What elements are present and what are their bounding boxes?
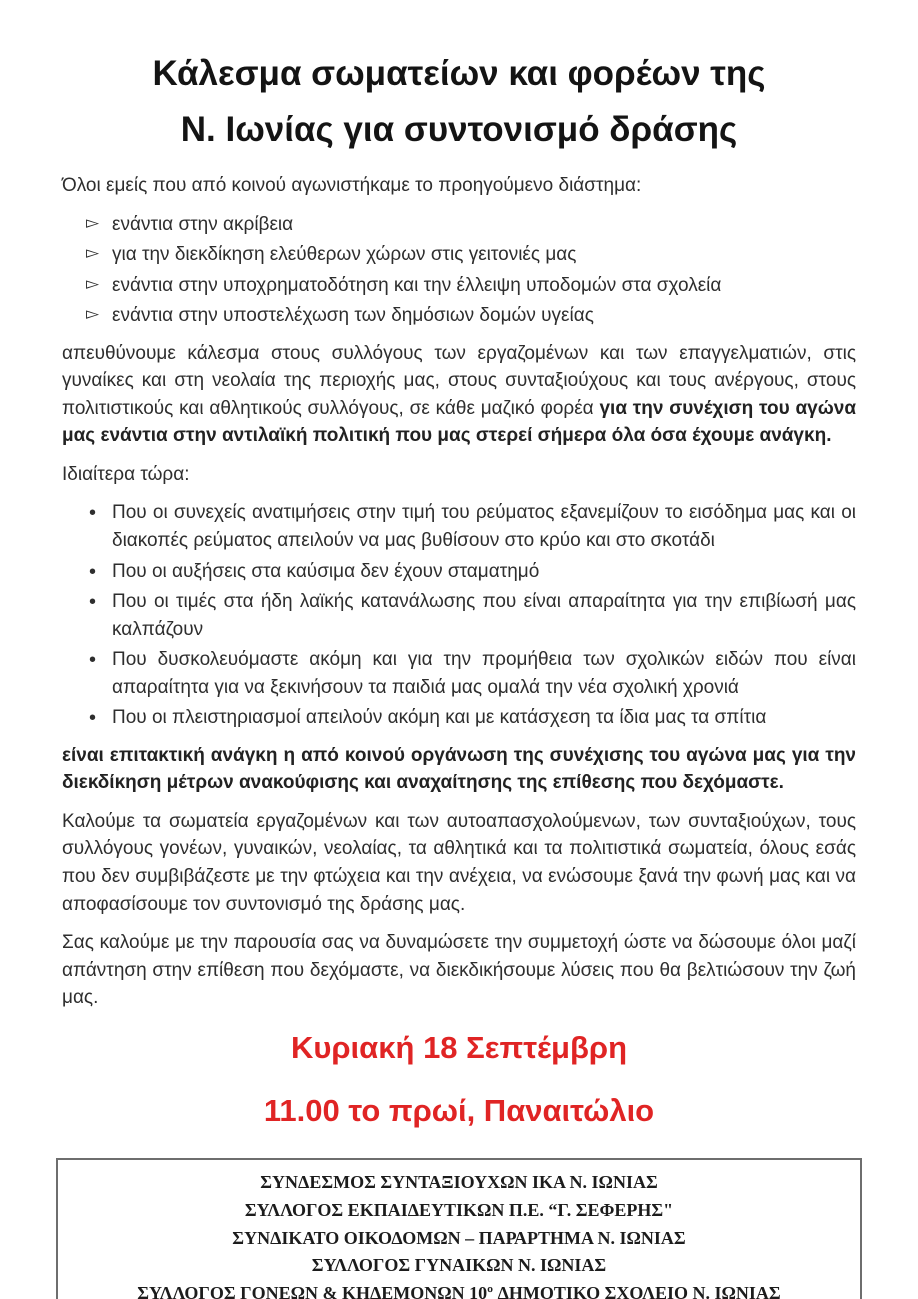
list-item xyxy=(62,302,856,330)
list-item xyxy=(62,558,856,586)
intro-paragraph: Όλοι εμείς που από κοινού αγωνιστήκαμε το προηγούμενο διάστημα: xyxy=(62,175,642,196)
arrow-bullet-list xyxy=(62,211,856,330)
urgent-paragraph: είναι επιτακτική ανάγκη η από κοινού οργάνωση της συνέχισης του αγώνα μας για την διεκδίκηση μέτρων ανακούφισης και αναχαίτησης της επίθεσης που δεχόμαστε. xyxy=(62,744,856,794)
invite-paragraph: Καλούμε τα σωματεία εργαζομένων και των αυτοαπασχολούμενων, των συνταξιούχων, τους συλλόγους γονέων, γυναικών, νεολαίας, τα αθλητικά και τα πολιτιστικά σωματεία, όλους εσάς που δεν συμβιβάζεστε με την φτώχεια και την ανέχεια, να ενώσουμε ξανά την φωνή μας και να αποφασίσουμε τον συντονισμό της δράσης μας. xyxy=(62,810,856,915)
dot-bullet-list xyxy=(62,499,856,731)
list-item-text: Που οι τιμές στα ήδη λαϊκής κατανάλωσης που είναι απαραίτητα για την επιβίωσή μας καλπάζουν xyxy=(112,591,856,640)
list-item-text: Που οι αυξήσεις στα καύσιμα δεν έχουν σταματημό xyxy=(112,560,540,582)
arrow-bullet-icon: ▻ xyxy=(86,304,100,324)
appeal-paragraph xyxy=(62,340,856,450)
list-item-text: Που οι πλειστηριασμοί απειλούν ακόμη και με κατάσχεση τα ίδια μας τα σπίτια xyxy=(112,707,767,729)
signatory: ΣΥΛΛΟΓΟΣ ΕΚΠΑΙΔΕΥΤΙΚΩΝ Π.Ε. “Γ. ΣΕΦΕΡΗΣ" xyxy=(244,1199,674,1220)
dot-bullet-icon: • xyxy=(89,649,97,672)
list-item xyxy=(62,588,856,643)
arrow-bullet-icon: ▻ xyxy=(86,243,100,263)
dot-bullet-icon: • xyxy=(89,591,97,614)
appeal-paragraph-bold: για την συνέχιση του αγώνα μας ενάντια στην αντιλαϊκή πολιτική που μας στερεί σήμερα όλα όσα έχουμε ανάγκη. xyxy=(62,397,856,447)
list-item-text: Που δυσκολευόμαστε ακόμη και για την προμήθεια των σχολικών ειδών που είναι απαραίτητα για να ξεκινήσουν τα παιδιά μας ομαλά την νέα σχολική χρονιά xyxy=(112,649,856,698)
dot-bullet-icon: • xyxy=(89,560,97,583)
event-announcement xyxy=(62,1029,856,1128)
signatory: ΣΥΝΔΕΣΜΟΣ ΣΥΝΤΑΞΙΟΥΧΩΝ ΙΚΑ Ν. ΙΩΝΙΑΣ xyxy=(260,1171,658,1192)
now-label: Ιδιαίτερα τώρα: xyxy=(62,463,190,485)
list-item xyxy=(62,704,856,732)
list-item-text: ενάντια στην υποστελέχωση των δημόσιων δομών υγείας xyxy=(112,305,594,327)
list-item-text: Που οι συνεχείς ανατιμήσεις στην τιμή του ρεύματος εξανεμίζουν το εισόδημα μας και οι διακοπές ρεύματος απειλούν να μας βυθίσουν στο κρύο και στο σκοτάδι xyxy=(112,502,856,552)
arrow-bullet-icon: ▻ xyxy=(86,273,100,293)
dot-bullet-icon: • xyxy=(89,502,97,525)
list-item xyxy=(62,272,856,300)
list-item-text: για την διεκδίκηση ελεύθερων χώρων στις γειτονιές μας xyxy=(112,244,577,266)
page-title xyxy=(62,46,856,158)
event-time-place: 11.00 το πρωί, Παναιτώλιο xyxy=(263,1092,655,1128)
signatories-box xyxy=(56,1158,862,1299)
list-item xyxy=(62,646,856,701)
list-item-text: ενάντια στην υποχρηματοδότηση και την έλλειψη υποδομών στα σχολεία xyxy=(112,274,722,296)
list-item xyxy=(62,499,856,554)
list-item xyxy=(62,211,856,239)
signatory: ΣΥΛΛΟΓΟΣ ΓΥΝΑΙΚΩΝ Ν. ΙΩΝΙΑΣ xyxy=(311,1255,607,1276)
page-title-line1: Κάλεσμα σωματείων και φορέων της xyxy=(152,54,766,93)
page-title-line2: Ν. Ιωνίας για συντονισμό δράσης xyxy=(180,110,738,149)
signatory: ΣΥΝΔΙΚΑΤΟ ΟΙΚΟΔΟΜΩΝ – ΠΑΡΑΡΤΗΜΑ Ν. ΙΩΝΙΑΣ xyxy=(232,1227,686,1248)
dot-bullet-icon: • xyxy=(89,707,97,730)
signatory: ΣΥΛΛΟΓΟΣ ΓΟΝΕΩΝ & ΚΗΔΕΜΟΝΩΝ 10º ΔΗΜΟΤΙΚΟ ΣΧΟΛΕΙΟ Ν. ΙΩΝΙΑΣ xyxy=(137,1283,781,1299)
attend-paragraph: Σας καλούμε με την παρουσία σας να δυναμώσετε την συμμετοχή ώστε να δώσουμε όλοι μαζί απάντηση στην επίθεση που δεχόμαστε, να διεκδικήσουμε λύσεις που θα βελτιώσουν την ζωή μας. xyxy=(62,932,856,1009)
appeal-paragraph-normal: απευθύνουμε κάλεσμα στους συλλόγους των εργαζομένων και των επαγγελματιών, στις γυναίκες και στη νεολαία της περιοχής μας, στους συνταξιούχους και τους ανέργους, στους πολιτιστικούς και αθλητικούς συλλόγους, σε κάθε μαζικό φορέα xyxy=(62,342,856,419)
event-date: Κυριακή 18 Σεπτέμβρη xyxy=(290,1029,628,1065)
list-item xyxy=(62,241,856,269)
list-item-text: ενάντια στην ακρίβεια xyxy=(112,213,294,235)
arrow-bullet-icon: ▻ xyxy=(86,212,100,232)
